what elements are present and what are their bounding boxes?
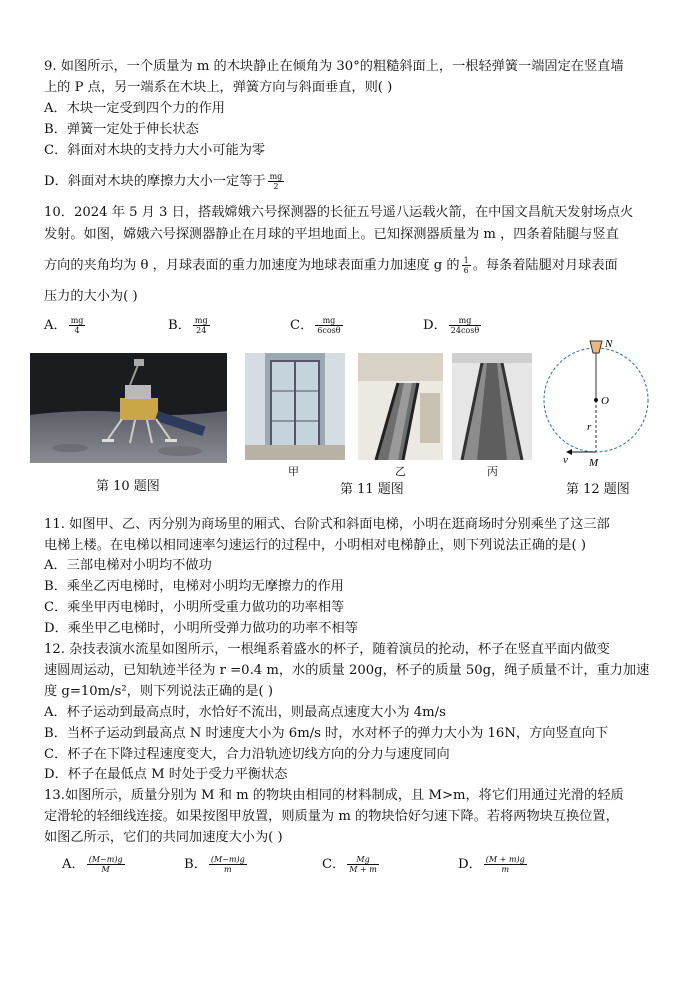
q12-line2: 速圆周运动，已知轨迹半径为 r =0.4 m，水的质量 200g，杯子的质量 50g，绳子质量不计，重力加速	[44, 663, 650, 678]
option-label: C．	[290, 318, 314, 333]
option-fraction	[484, 855, 527, 874]
q10-line3-suffix: 。每条着陆腿对月球表面	[472, 258, 618, 273]
fraction-denominator: 4	[74, 326, 80, 335]
q12-option-c: C．杯子在下降过程速度变大，合力沿轨迹切线方向的分力与速度同向	[44, 747, 450, 762]
q13-option-d	[458, 855, 529, 874]
q13-option-a	[62, 855, 127, 874]
fraction-numerator: mg	[315, 316, 342, 326]
elevator-yi-photo	[358, 353, 443, 460]
q10-line2: 发射。如图，嫦娥六号探测器静止在月球的平坦地面上。已知探测器质量为 m ，四条着陆腿与竖直	[44, 227, 619, 242]
fraction-denominator: M	[101, 865, 110, 874]
fraction-denominator: m	[224, 865, 232, 874]
q11-option-d: D．乘坐甲乙电梯时，小明所受弹力做功的功率不相等	[44, 621, 358, 636]
q11-option-b: B．乘坐乙丙电梯时，电梯对小明均无摩擦力的作用	[44, 579, 344, 594]
lander-illustration	[30, 353, 227, 463]
option-fraction	[193, 316, 210, 335]
escalator-illustration	[358, 353, 443, 460]
q9-option-a: A．木块一定受到四个力的作用	[44, 101, 225, 116]
option-fraction	[87, 855, 125, 874]
fraction-denominator: m	[501, 865, 510, 874]
q10-line4: 压力的大小为( )	[44, 289, 138, 304]
elevator-jia-photo	[245, 353, 345, 460]
q12-option-b: B．当杯子运动到最高点 N 时速度大小为 6m/s 时，水对杯子的弹力大小为 16N，方向竖直向下	[44, 726, 609, 741]
q9-option-d-fraction	[268, 172, 285, 191]
fraction-numerator: 1	[463, 256, 469, 265]
fraction-numerator: (M−m)g	[210, 855, 245, 864]
label-bing: 丙	[487, 465, 498, 478]
fraction-numerator: mg	[269, 172, 283, 181]
option-fraction	[449, 316, 481, 335]
q11-option-a: A．三部电梯对小明均不做功	[44, 558, 212, 573]
fraction-numerator: (M + m)g	[485, 855, 525, 864]
q11-line1: 11. 如图甲、乙、丙分别为商场里的厢式、台阶式和斜面电梯，小明在逛商场时分别乘坐了这三部	[44, 517, 610, 532]
fraction-denominator: 24	[196, 326, 207, 335]
q9-option-b: B．弹簧一定处于伸长状态	[44, 122, 199, 137]
center-o-label: O	[601, 395, 609, 407]
point-n-label: N	[605, 338, 613, 350]
moving-walkway-illustration	[452, 353, 532, 460]
fraction-denominator: 6cosθ	[317, 326, 341, 335]
option-label: A．	[62, 857, 85, 872]
figure-11-caption: 第 11 题图	[340, 482, 404, 497]
option-label: B．	[184, 857, 207, 872]
option-label: D．	[458, 857, 482, 872]
fraction-denominator: 2	[273, 182, 279, 191]
q10-line1: 10．2024 年 5 月 3 日，搭载嫦娥六号探测器的长征五号遥八运载火箭，在中国文昌航天发射场点火	[44, 205, 634, 220]
option-label: C．	[322, 857, 346, 872]
q9-option-d	[44, 172, 286, 191]
q10-option-c	[290, 316, 345, 335]
q11-option-c: C．乘坐甲丙电梯时，小明所受重力做功的功率相等	[44, 600, 345, 615]
fraction-numerator: mg	[194, 316, 208, 325]
fraction-numerator: Mg	[347, 855, 379, 865]
center-point	[594, 398, 598, 402]
q9-option-c: C．斜面对木块的支持力大小可能为零	[44, 143, 266, 158]
q10-option-a	[44, 316, 87, 335]
fraction-numerator: (M−m)g	[88, 855, 123, 864]
q13-line3: 如图乙所示，它们的共同加速度大小为( )	[44, 830, 283, 845]
q10-option-d	[423, 316, 483, 335]
q13-line1: 13.如图所示，质量分别为 M 和 m 的物块由相同的材料制成，且 M>m，将它们用通过光滑的轻质	[44, 788, 624, 803]
q10-fraction	[462, 256, 471, 275]
box-elevator-illustration	[245, 353, 345, 460]
q10-line3-text: 方向的夹角均为 θ ，月球表面的重力加速度为地球表面重力加速度 g 的	[44, 258, 460, 273]
option-fraction	[69, 316, 86, 335]
q10-line3	[44, 256, 618, 275]
radius-r-label: r	[587, 421, 592, 433]
label-yi: 乙	[395, 465, 406, 478]
cup-icon	[590, 341, 602, 353]
fraction-numerator: mg	[70, 316, 84, 325]
option-label: A．	[44, 318, 67, 333]
fraction-denominator: M + m	[349, 865, 377, 874]
q12-line3: 度 g=10m/s²，则下列说法正确的是( )	[44, 684, 274, 699]
q11-line2: 电梯上楼。在电梯以相同速率匀速运行的过程中，小明相对电梯静止，则下列说法正确的是( )	[44, 538, 586, 553]
fraction-denominator: 24cosθ	[450, 326, 480, 335]
elevator-bing-photo	[452, 353, 532, 460]
q9-option-d-text: D．斜面对木块的摩擦力大小一定等于	[44, 174, 266, 189]
q12-option-d: D．杯子在最低点 M 时处于受力平衡状态	[44, 767, 288, 782]
figure-12-caption: 第 12 题图	[566, 482, 630, 497]
velocity-v-label: v	[563, 454, 568, 466]
q9-line1: 9. 如图所示，一个质量为 m 的木块静止在倾角为 30°的粗糙斜面上，一根轻弹簧一端固定在竖直墙	[44, 59, 624, 74]
option-fraction	[347, 855, 379, 874]
q12-line1: 12. 杂技表演水流星如图所示，一根绳系着盛水的杯子，随着演员的抡动，杯子在竖直平面内做变	[44, 642, 610, 657]
q9-line2: 上的 P 点，另一端系在木块上，弹簧方向与斜面垂直，则( )	[44, 80, 393, 95]
q12-option-a: A．杯子运动到最高点时，水恰好不流出，则最高点速度大小为 4m/s	[44, 705, 446, 720]
q13-option-b	[184, 855, 249, 874]
chang-e-6-photo	[30, 353, 227, 463]
label-jia: 甲	[288, 465, 299, 478]
q10-option-b	[168, 316, 212, 335]
option-fraction	[209, 855, 247, 874]
point-m-label: M	[589, 457, 599, 469]
option-label: D．	[423, 318, 447, 333]
fraction-numerator: mg	[449, 316, 481, 326]
option-fraction	[315, 316, 342, 335]
q13-line2: 定滑轮的轻细线连接。如果按图甲放置，则质量为 m 的物块恰好匀速下降。若将两物块互换位置，	[44, 809, 619, 824]
option-label: B．	[168, 318, 191, 333]
q13-option-c	[322, 855, 381, 874]
water-meteor-diagram	[542, 333, 662, 469]
figure-10-caption: 第 10 题图	[96, 479, 160, 494]
fraction-denominator: 6	[463, 266, 469, 275]
